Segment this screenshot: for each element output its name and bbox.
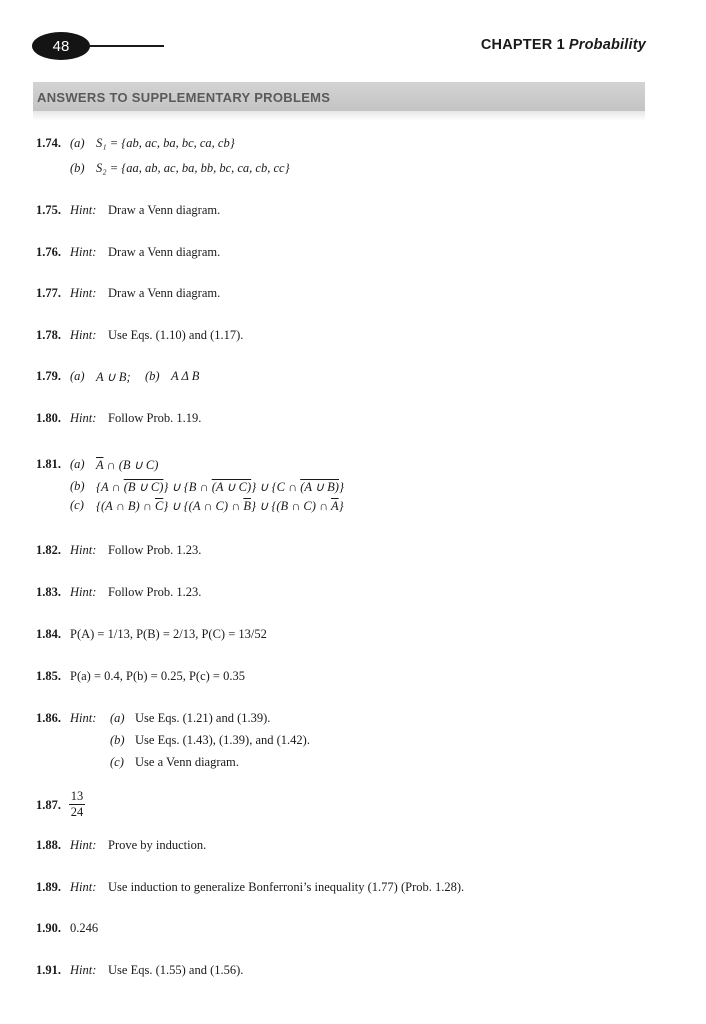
answer-number: 1.90. — [36, 921, 61, 935]
answer-text: P(a) = 0.4, P(b) = 0.25, P(c) = 0.35 — [70, 669, 245, 683]
expr-part: } — [338, 499, 344, 513]
hint-label: Hint: — [70, 203, 97, 217]
complement-term: $\overline{B}$ — [243, 499, 251, 513]
answer-text: Use induction to generalize Bonferroni’s inequality (1.77) (Prob. 1.28). — [108, 880, 465, 894]
fraction — [69, 790, 85, 819]
answer-math: A ∪ B; — [96, 370, 131, 384]
answer-number: 1.85. — [36, 669, 61, 683]
chapter-title: Probability — [568, 37, 646, 53]
answer-number: 1.87. — [36, 798, 61, 812]
answer-number: 1.89. — [36, 880, 61, 894]
expr-part: {(A ∩ B) ∩ — [96, 499, 152, 513]
banner-shadow — [33, 111, 645, 121]
chapter-label: CHAPTER 1 — [480, 37, 565, 53]
numerator: 13 — [70, 789, 84, 803]
expr-part: } ∪ {B ∩ — [163, 480, 209, 494]
set-expression — [96, 498, 344, 514]
answer-text: Use Eqs. (1.43), (1.39), and (1.42). — [135, 733, 310, 747]
hint-label: Hint: — [70, 286, 97, 300]
hint-label: Hint: — [70, 963, 97, 977]
part-label: (a) — [70, 136, 85, 150]
expr-part: } ∪ {(B ∩ C) ∩ — [250, 499, 329, 513]
hint-label: Hint: — [70, 585, 97, 599]
answer-text: Prove by induction. — [108, 838, 207, 852]
page-number-badge — [32, 32, 90, 60]
expr-part: ∩ (B ∪ C) — [106, 458, 159, 472]
part-label: (b) — [70, 479, 85, 493]
denominator: 24 — [70, 805, 84, 819]
answer-number: 1.75. — [36, 203, 61, 217]
answer-math: A Δ B — [171, 369, 200, 383]
answer-number: 1.78. — [36, 328, 61, 342]
answer-math: S₂ = {aa, ab, ac, ba, bb, bc, ca, cb, cc} — [96, 161, 290, 175]
complement-term: $\overline{A}$ — [330, 499, 339, 513]
answer-text: Draw a Venn diagram. — [108, 286, 221, 300]
answer-number: 1.88. — [36, 838, 61, 852]
part-label: (a) — [110, 711, 125, 725]
answer-text: Use a Venn diagram. — [135, 755, 239, 769]
answer-number: 1.80. — [36, 411, 61, 425]
answer-number: 1.77. — [36, 286, 61, 300]
hint-label: Hint: — [70, 328, 97, 342]
answer-number: 1.81. — [36, 457, 61, 471]
answer-number: 1.91. — [36, 963, 61, 977]
chapter-heading — [481, 37, 646, 53]
answer-text: P(A) = 1/13, P(B) = 2/13, P(C) = 13/52 — [70, 627, 267, 641]
header-rule — [88, 45, 164, 47]
answer-number: 1.74. — [36, 136, 61, 150]
expr-part: } — [338, 480, 344, 494]
expr-part: {A ∩ — [96, 480, 121, 494]
part-label: (a) — [70, 457, 85, 471]
part-label: (b) — [70, 161, 85, 175]
hint-label: Hint: — [70, 245, 97, 259]
answer-number: 1.83. — [36, 585, 61, 599]
set-expression — [96, 457, 158, 473]
hint-label: Hint: — [70, 543, 97, 557]
answer-number: 1.84. — [36, 627, 61, 641]
hint-label: Hint: — [70, 411, 97, 425]
answer-text: Follow Prob. 1.19. — [108, 411, 202, 425]
answer-text: Follow Prob. 1.23. — [108, 543, 202, 557]
answer-text: Draw a Venn diagram. — [108, 245, 221, 259]
answer-math: S₁ = {ab, ac, ba, bc, ca, cb} — [96, 136, 235, 150]
answer-text: Draw a Venn diagram. — [108, 203, 221, 217]
answer-text: Use Eqs. (1.10) and (1.17). — [108, 328, 244, 342]
part-label: (a) — [70, 369, 85, 383]
answer-text: Use Eqs. (1.21) and (1.39). — [135, 711, 271, 725]
answer-text: Use Eqs. (1.55) and (1.56). — [108, 963, 244, 977]
answer-number: 1.79. — [36, 369, 61, 383]
hint-label: Hint: — [70, 838, 97, 852]
complement-term: $\overline{A}$ — [96, 458, 104, 472]
answer-text: Follow Prob. 1.23. — [108, 585, 202, 599]
part-label: (b) — [110, 733, 125, 747]
part-label: (c) — [110, 755, 124, 769]
hint-label: Hint: — [70, 880, 97, 894]
answer-text: 0.246 — [70, 921, 99, 935]
complement-term: (B ∪ C) — [123, 480, 164, 494]
expr-part: } ∪ {C ∩ — [251, 480, 298, 494]
expr-part: } ∪ {(A ∩ C) ∩ — [163, 499, 241, 513]
part-label: (c) — [70, 498, 84, 512]
hint-label: Hint: — [70, 711, 97, 725]
complement-term: (A ∪ B) — [300, 480, 339, 494]
answer-number: 1.76. — [36, 245, 61, 259]
page-number: 48 — [52, 37, 70, 55]
section-title: ANSWERS TO SUPPLEMENTARY PROBLEMS — [37, 90, 331, 105]
part-label: (b) — [145, 369, 160, 383]
answer-number: 1.86. — [36, 711, 61, 725]
complement-term: (A ∪ C) — [211, 480, 252, 494]
section-banner — [33, 82, 645, 111]
complement-term: $\overline{C}$ — [154, 499, 164, 513]
set-expression — [96, 479, 344, 495]
answer-number: 1.82. — [36, 543, 61, 557]
